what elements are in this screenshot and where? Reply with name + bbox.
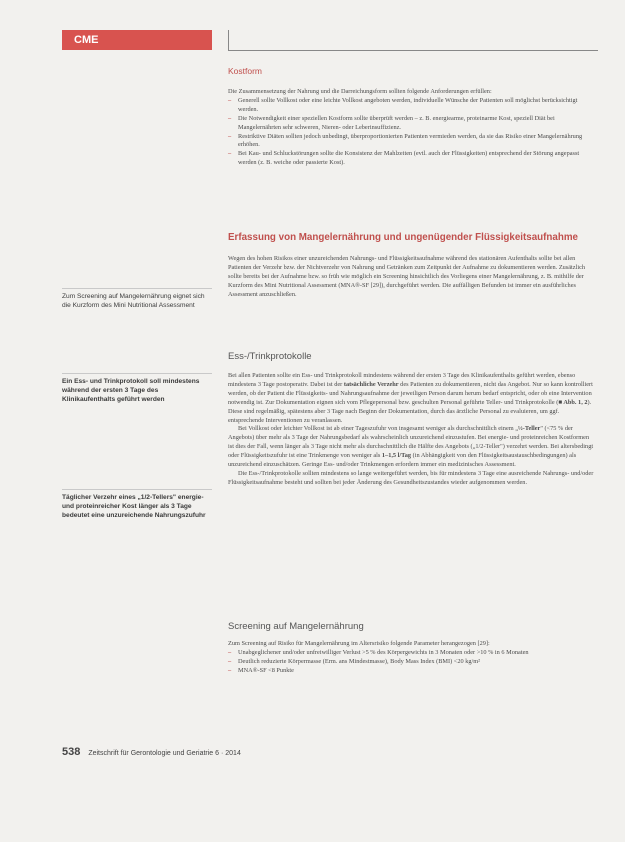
ess-body (228, 372, 596, 488)
section-tag: CME (62, 30, 212, 50)
kostform-list (228, 97, 596, 168)
kostform-intro: Die Zusammensetzung der Nahrung und die Darreichungsform sollten folgende Anforderungen erfüllen: (228, 88, 492, 95)
emphasis: ½-Teller (518, 425, 541, 433)
journal-citation: Zeitschrift für Gerontologie und Geriatrie 6 · 2014 (88, 750, 241, 757)
list-item: – Unabgeglichener und/oder unfreiwilliger Verlust >5 % des Körpergewichts in 3 Monaten oder >10 % in 6 Monaten (228, 649, 596, 658)
ess-heading: Ess-/Trinkprotokolle (228, 351, 312, 362)
screening-intro: Zum Screening auf Risiko für Mangelernährung im Altersrisiko folgende Parameter herangezogen [29]: (228, 640, 490, 647)
emphasis: 1–1,5 l/Tag (381, 452, 412, 460)
ess-paragraph-1 (228, 372, 596, 425)
header-divider (228, 30, 229, 50)
list-item: – Restriktive Diäten sollten jedoch unbedingt, überproportionierten Patienten vermieden werden, da sie das Risiko einer Mangelernährung erhöhen. (228, 133, 596, 151)
emphasis: tatsächliche Verzehr (343, 380, 399, 388)
text-span: Bei allen Patienten sollte ein Ess- und Trinkprotokoll mindestens während der ersten 3 Tage des Klinikaufenthalts geführt werden, ebenso mindestens 3 Tage postoperativ. Dabei ist der (228, 372, 576, 388)
screening-heading: Screening auf Mangelernährung (228, 621, 364, 632)
list-item: – Generell sollte Vollkost oder eine leichte Vollkost angeboten werden, individuelle Wünsche der Patienten soll möglichst berücksichtigt werden. (228, 97, 596, 115)
margin-note-2: Ein Ess- und Trinkprotokoll soll mindestens während der ersten 3 Tage des Klinikaufenthalts geführt werden (62, 373, 212, 404)
list-item: – Die Notwendigkeit einer speziellen Kostform sollte überprüft werden – z. B. energiearme, proteinarme Kost, speziell Diät bei Mangelernährten sehr schweren, Nieren- oder Leberinsuffizienz. (228, 115, 596, 133)
text-span: ). Diese sind regelmäßig, spätestens aber 3 Tage nach Beginn der Dokumentation, durch das ärztliche Personal zu evaluieren, um ggf. entsprechende Interventionen zu veranlassen. (228, 398, 592, 424)
text-span: " (<75 % der Angebots) über mehr als 3 Tage der Nahrungsbedarf als wahrscheinlich unzureichend einzustufen. Bei energie- und proteinreichen Kostformen ist dies der Fall, wenn länger als 3 Tage nicht mehr als durchschnittlich die Hälfte des Angebots („1/2-Teller") verzehrt werden. Bei altersbedingt oder Flüssigkeitszufuhr ist eine Trinkmenge von weniger als (228, 425, 594, 460)
margin-note-3: Täglicher Verzehr eines „1/2-Tellers" energie- und proteinreicher Kost länger als 3 Tage bedeutet eine unzureichende Nahrungszufuhr (62, 489, 212, 520)
footer (62, 746, 241, 758)
kostform-body (228, 88, 596, 168)
figure-reference[interactable]: ■ Abb. 1, 2 (558, 398, 588, 406)
ess-paragraph-2 (228, 425, 596, 470)
header-rule (228, 50, 598, 51)
margin-note-1: Zum Screening auf Mangelernährung eignet sich die Kurzform des Mini Nutritional Assessment (62, 288, 212, 310)
text-span: Bei Vollkost oder leichter Vollkost ist ab einer Tageszufuhr von insgesamt weniger als durchschnittlich einem „ (238, 425, 519, 433)
screening-list (228, 649, 596, 676)
kostform-heading: Kostform (228, 66, 263, 76)
page-number: 538 (62, 746, 81, 758)
erfassung-paragraph: Wegen des hohen Risikos einer unzureichenden Nahrungs- und Flüssigkeitsaufnahme während des stationären Aufenthalts sollte bei allen Patienten der Verzehr bzw. der Nichtverzehr von Nahrung und Getränken zum Zeitpunkt der Aufnahme zu dokumentieren werden. Zusätzlich sollte bereits bei der Aufnahme bzw. so früh wie möglich ein Screening hinsichtlich des Vorliegens einer Mangelernährung, z. B. mithilfe der Kurzform des Mini Nutritional Assessment (MNA®-SF [29]), durchgeführt werden. Die auffälligen Befunden ist immer ein ausführliches Assessment anzuschließen. (228, 255, 586, 298)
text-span: des Patienten zu dokumentieren, nicht das Angebot. Nur so kann kontrolliert werden, ob der Patient die Flüssigkeits- und Nahrungsaufnahme der jeweiligen Person darum herum bedarf entspricht, oder ob eine Intervention notwendig ist. Zur Dokumentation eignen sich vom Pflegepersonal bzw. geschulten Personal geführte Teller- und Trinkprotokolle ( (228, 380, 593, 406)
list-item: – MNA®-SF <8 Punkte (228, 667, 596, 676)
screening-body (228, 640, 596, 676)
erfassung-heading: Erfassung von Mangelernährung und ungenügender Flüssigkeitsaufnahme (228, 232, 579, 243)
text-span: (in Abhängigkeit von den Flüssigkeitsaustauschbedingungen) als unzureichend einzuschätzen. Geringe Ess- und/oder Trinkmengen erfordern immer ein medizinisches Assessment. (228, 452, 577, 469)
list-item: – Bei Kau- und Schluckstörungen sollte die Konsistenz der Mahlzeiten (evtl. auch der Flüssigkeiten) entsprechend der Störung angepasst werden (z. B. weiche oder passierte Kost). (228, 150, 596, 168)
ess-paragraph-3: Die Ess-/Trinkprotokolle sollten mindestens so lange weitergeführt werden, bis für mindestens 3 Tage eine ausreichende Nahrungs- und/oder Flüssigkeitsaufnahme besteht und sollten bei jeder Änderung des Gesundheitszustandes wieder aufgenommen werden. (228, 469, 594, 486)
list-item: – Deutlich reduzierte Körpermasse (Erm. ans Mindestmasse), Body Mass Index (BMI) <20 kg/m² (228, 658, 596, 667)
